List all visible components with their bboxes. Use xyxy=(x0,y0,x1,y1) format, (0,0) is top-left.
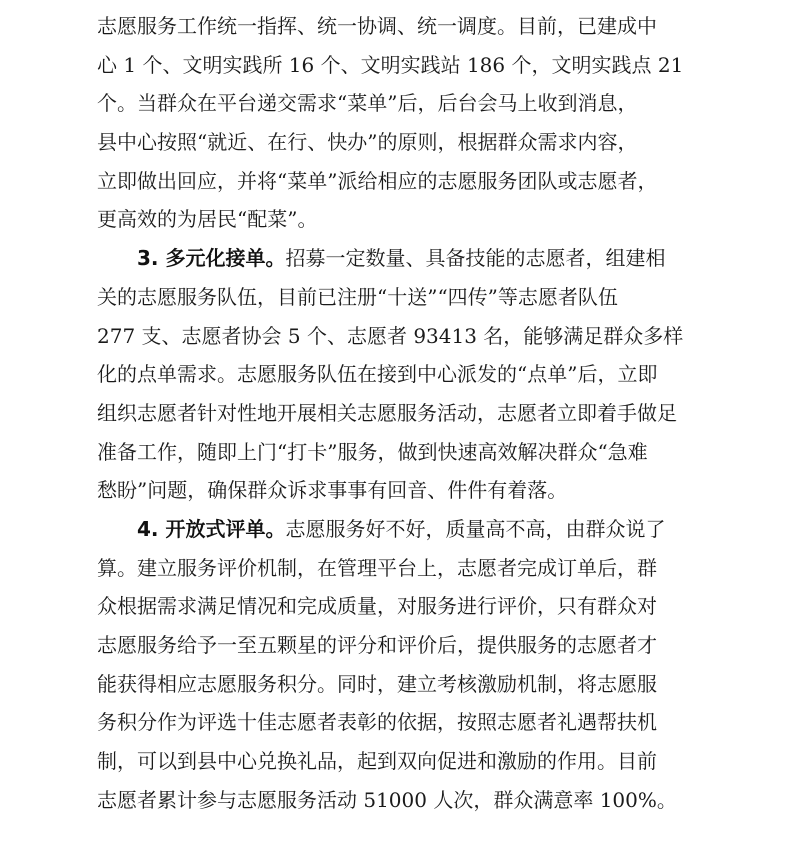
text-line: 众根据需求满足情况和完成质量，对服务进行评价，只有群众对 xyxy=(97,594,657,619)
text-line: 县中心按照“就近、在行、快办”的原则，根据群众需求内容， xyxy=(97,130,638,155)
section-4-first-line xyxy=(97,510,712,549)
text-line: 务积分作为评选十佳志愿者表彰的依据，按照志愿者礼遇帮扶机 xyxy=(97,710,657,735)
text-line: 更高效的为居民“配菜”。 xyxy=(97,207,318,232)
text-line: 能获得相应志愿服务积分。同时，建立考核激励机制，将志愿服 xyxy=(97,671,657,696)
section-3-first-line xyxy=(97,239,712,278)
document-body xyxy=(97,7,712,819)
text-line: 志愿者累计参与志愿服务活动 51000 人次，群众满意率 100%。 xyxy=(97,787,677,812)
text-line: 志愿服务工作统一指挥、统一协调、统一调度。目前，已建成中 xyxy=(97,14,657,38)
text-line: 准备工作，随即上门“打卡”服务，做到快速高效解决群众“急难 xyxy=(97,439,648,464)
section-3-heading: 3. 多元化接单。 xyxy=(137,246,286,271)
section-4-first-line-text: 志愿服务好不好，质量高不高，由群众说了 xyxy=(285,516,666,541)
text-line: 心 1 个、文明实践所 16 个、文明实践站 186 个，文明实践点 21 xyxy=(97,52,684,77)
section-3-first-line-text: 招募一定数量、具备技能的志愿者，组建相 xyxy=(285,246,666,271)
text-line: 组织志愿者针对性地开展相关志愿服务活动，志愿者立即着手做足 xyxy=(97,400,677,425)
text-line: 化的点单需求。志愿服务队伍在接到中心派发的“点单”后，立即 xyxy=(97,362,658,387)
text-line: 277 支、志愿者协会 5 个、志愿者 93413 名，能够满足群众多样 xyxy=(97,323,684,348)
text-line: 立即做出回应，并将“菜单”派给相应的志愿服务团队或志愿者， xyxy=(97,168,658,193)
text-line: 个。当群众在平台递交需求“菜单”后，后台会马上收到消息， xyxy=(97,91,638,116)
text-line: 算。建立服务评价机制，在管理平台上，志愿者完成订单后，群 xyxy=(97,555,657,580)
text-line: 关的志愿服务队伍，目前已注册“十送”“四传”等志愿者队伍 xyxy=(97,284,618,309)
section-4-heading: 4. 开放式评单。 xyxy=(137,516,286,541)
text-line: 愁盼”问题，确保群众诉求事事有回音、件件有着落。 xyxy=(97,478,568,503)
text-line: 制，可以到县中心兑换礼品，起到双向促进和激励的作用。目前 xyxy=(97,749,657,774)
text-line: 志愿服务给予一至五颗星的评分和评价后，提供服务的志愿者才 xyxy=(97,633,657,657)
